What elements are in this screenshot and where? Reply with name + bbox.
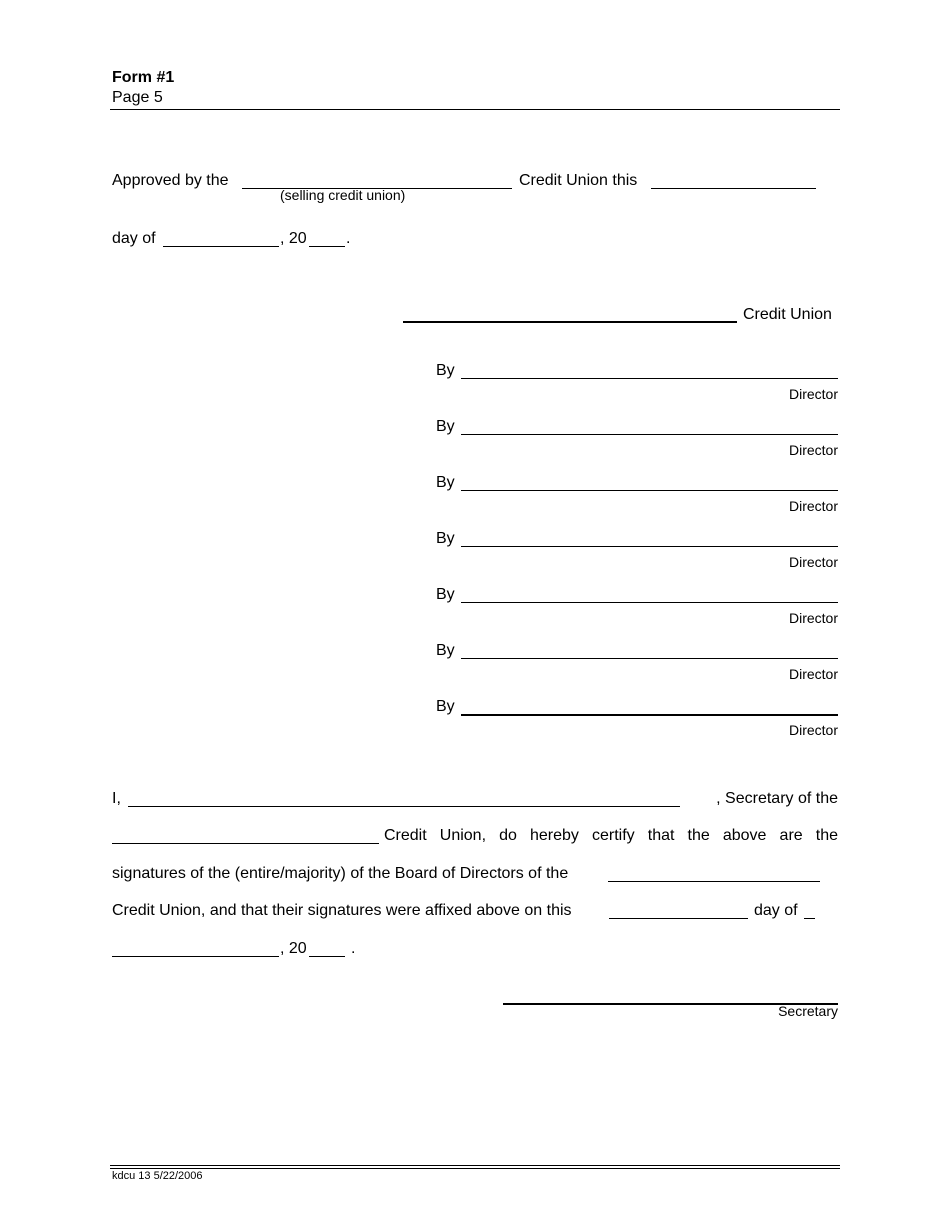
approval-period: . [346,230,351,247]
by-label: By [436,362,455,379]
director-label: Director [788,610,838,626]
director-label: Director [788,498,838,514]
by-label: By [436,698,455,715]
certify-month-field-start[interactable] [804,918,815,919]
day-of-label-2: day of [754,902,798,919]
by-label: By [436,642,455,659]
approval-year-field[interactable] [309,246,345,247]
by-label: By [436,418,455,435]
by-label: By [436,586,455,603]
certify-month-field[interactable] [112,956,279,957]
director-signature-field[interactable] [461,658,838,659]
approved-by-label: Approved by the [112,172,229,189]
approval-day-field[interactable] [651,188,816,189]
certify-year-prefix: , 20 [280,940,307,957]
director-label: Director [788,386,838,402]
approval-month-field[interactable] [163,246,279,247]
by-label: By [436,474,455,491]
credit-union-label: Credit Union [743,306,832,323]
secretary-name-field[interactable] [128,806,680,807]
certify-period: . [351,940,356,957]
certify-text: Credit Union, do hereby certify that the above are the [384,827,838,844]
director-signature-field[interactable] [461,434,838,435]
affixed-text: Credit Union, and that their signatures were affixed above on this [112,902,572,919]
director-label: Director [788,554,838,570]
certify-day-field[interactable] [609,918,748,919]
selling-credit-union-caption: (selling credit union) [280,187,406,203]
signatures-text: signatures of the (entire/majority) of the Board of Directors of the [112,865,569,882]
credit-union-this-label: Credit Union this [519,172,638,189]
secretary-of-the-text: , Secretary of the [716,790,838,807]
footer-code: kdcu 13 5/22/2006 [112,1170,203,1182]
director-label: Director [788,666,838,682]
director-signature-field[interactable] [461,378,838,379]
board-credit-union-field[interactable] [608,881,820,882]
header-rule [110,109,840,110]
certify-year-field[interactable] [309,956,345,957]
director-signature-field[interactable] [461,714,838,716]
director-label: Director [788,722,838,738]
page-number: Page 5 [112,89,163,106]
buying-credit-union-field[interactable] [112,843,379,844]
day-of-label: day of [112,230,156,247]
footer-rule-top [110,1165,840,1166]
year-prefix: , 20 [280,230,307,247]
i-label: I, [112,790,121,807]
director-label: Director [788,442,838,458]
director-signature-field[interactable] [461,490,838,491]
form-title: Form #1 [112,69,175,86]
secretary-label: Secretary [778,1003,838,1019]
footer-rule-bottom [110,1168,840,1169]
by-label: By [436,530,455,547]
director-signature-field[interactable] [461,546,838,547]
director-signature-field[interactable] [461,602,838,603]
credit-union-name-field[interactable] [403,321,737,323]
